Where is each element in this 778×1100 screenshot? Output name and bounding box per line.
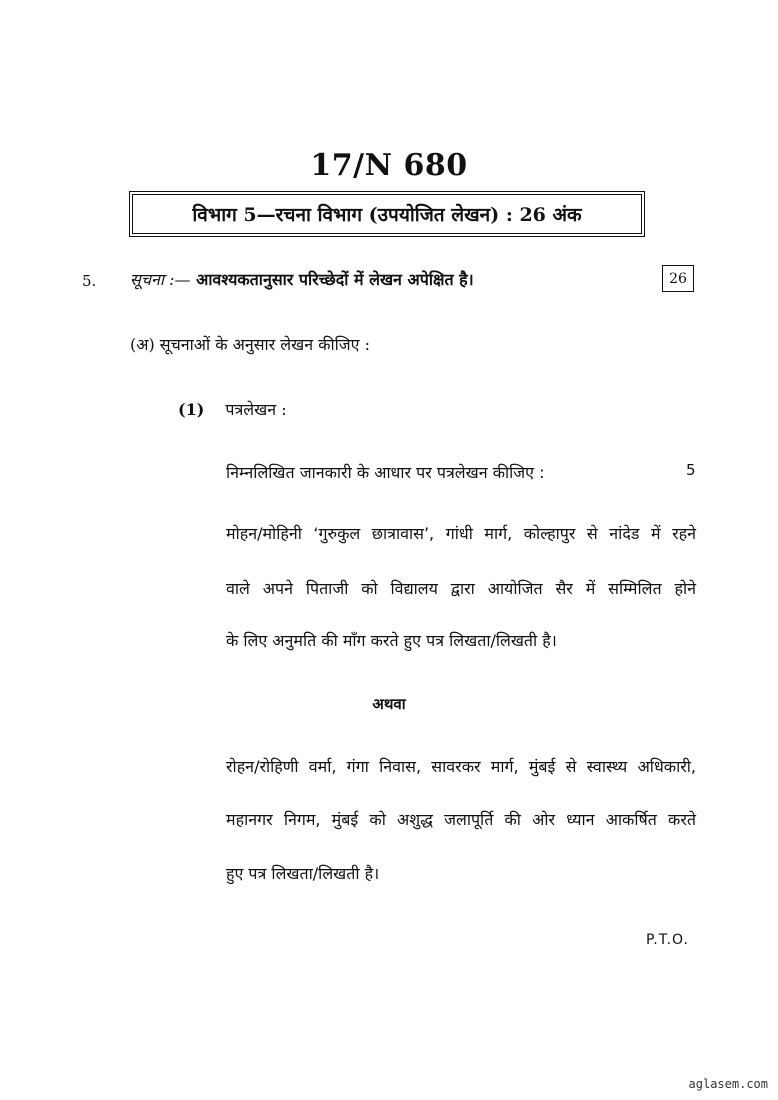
question-instruction (130, 268, 474, 290)
question-marks: 26 (669, 270, 687, 287)
sub-question-1-number: (1) (178, 400, 205, 419)
option1-line: वाले अपने पिताजी को विद्यालय द्वारा आयोजित सैर में सम्मिलित होने (226, 579, 696, 598)
watermark: aglasem.com (688, 1077, 768, 1091)
option2-line: रोहन/रोहिणी वर्मा, गंगा निवास, सावरकर मार्ग, मुंबई से स्वास्थ्य अधिकारी, (226, 757, 696, 776)
task-label: निम्नलिखित जानकारी के आधार पर पत्रलेखन कीजिए : (226, 463, 545, 482)
paper-code: 17/N 680 (310, 148, 468, 183)
option2-line: महानगर निगम, मुंबई को अशुद्ध जलापूर्ति की ओर ध्यान आकर्षित करते (226, 810, 696, 829)
sub-question-1 (178, 398, 287, 420)
section-header: विभाग 5—रचना विभाग (उपयोजित लेखन) : 26 अंक (192, 204, 582, 226)
pto-label: P.T.O. (646, 932, 689, 948)
instruction-text: आवश्यकतानुसार परिच्छेदों में लेखन अपेक्षित है। (196, 270, 474, 289)
option1-line: के लिए अनुमति की माँग करते हुए पत्र लिखता/लिखती है। (226, 631, 557, 650)
option1-line: मोहन/मोहिनी ‘गुरुकुल छात्रावास’, गांधी मार्ग, कोल्हापुर से नांदेड में रहने (226, 524, 696, 543)
option2-line: हुए पत्र लिखता/लिखती है। (226, 864, 380, 883)
task-marks: 5 (686, 461, 696, 479)
question-number: 5. (82, 272, 97, 290)
sub-question-1-title: पत्रलेखन : (225, 400, 287, 419)
or-label: अथवा (372, 695, 406, 713)
instruction-label: सूचना :— (130, 270, 191, 289)
section-header-box (132, 194, 642, 234)
question-marks-box (662, 265, 694, 292)
sub-question-a: (अ) सूचनाओं के अनुसार लेखन कीजिए : (130, 335, 370, 354)
